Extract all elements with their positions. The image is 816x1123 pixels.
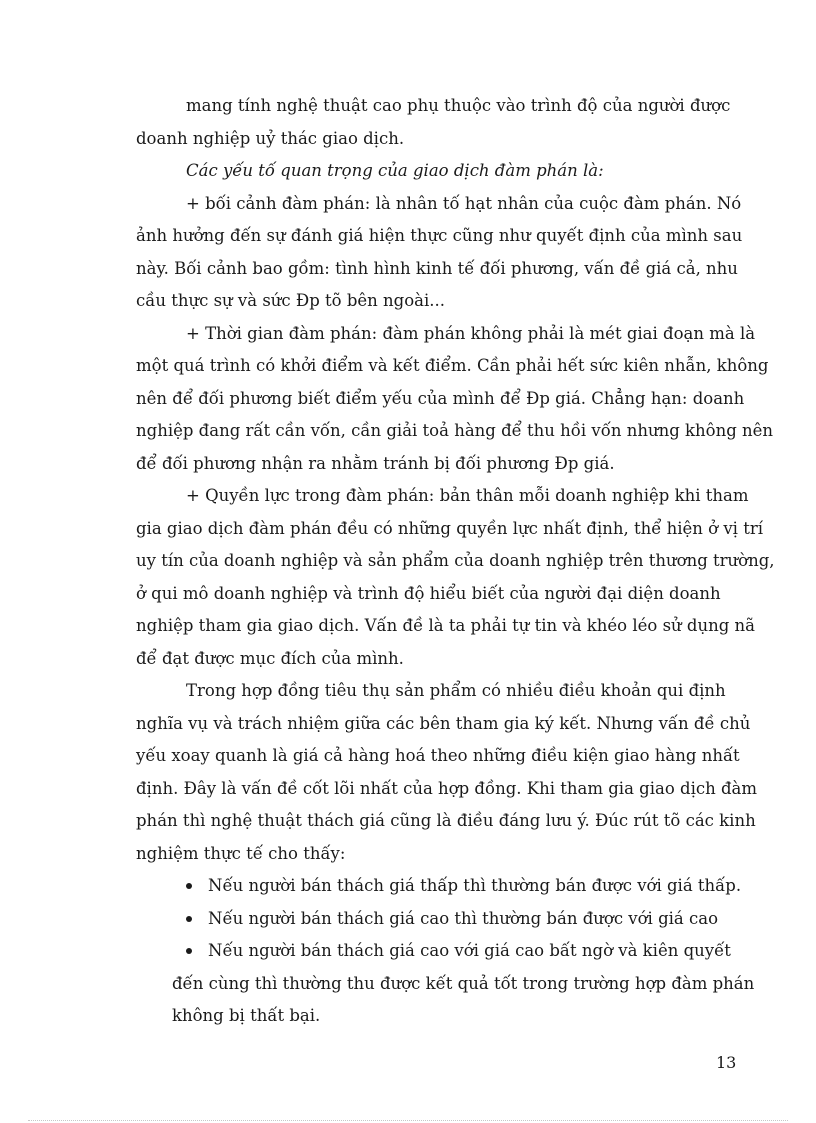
bullet-continuation: không bị thất bại. [172,1006,321,1025]
paragraph-line: uy tín của doanh nghiệp và sản phẩm của doanh nghiệp trên thương trường, [136,551,775,570]
bullet-item [136,870,742,903]
paragraph-line: một quá trình có khởi điểm và kết điểm. Cần phải hết sức kiên nhẫn, không [136,356,769,375]
bullet-continuation: đến cùng thì thường thu được kết quả tốt trong trường hợp đàm phán [172,973,755,993]
page-number: 13 [716,1053,737,1072]
paragraph-line: cầu thực sự và sức Đp tõ bên ngoài... [136,291,446,310]
bullet-icon [186,948,192,954]
paragraph-line: để đạt được mục đích của mình. [136,648,404,668]
paragraph-line: để đối phương nhận ra nhằm tránh bị đối phương Đp giá. [136,453,615,473]
paragraph-line: + bối cảnh đàm phán: là nhân tố hạt nhân của cuộc đàm phán. Nó [186,193,742,213]
paragraph-line: gia giao dịch đàm phán đều có những quyền lực nhất định, thể hiện ở vị trí [136,518,763,538]
paragraph-line: doanh nghiệp uỷ thác giao dịch. [136,128,405,148]
paragraph-line: này. Bối cảnh bao gồm: tình hình kinh tế đối phương, vấn đề giá cả, nhu [136,258,738,278]
bullet-item [136,935,731,968]
bullet-item [136,903,718,936]
bullet-text: Nếu người bán thách giá cao với giá cao bất ngờ và kiên quyết [208,941,731,960]
paragraph-line: nghiệp đang rất cần vốn, cần giải toả hàng để thu hồi vốn nhưng không nên [136,421,774,440]
paragraph-line: định. Đây là vấn đề cốt lõi nhất của hợp đồng. Khi tham gia giao dịch đàm [136,778,757,798]
paragraph-line: Trong hợp đồng tiêu thụ sản phẩm có nhiều điều khoản qui định [186,681,726,700]
paragraph-line: yếu xoay quanh là giá cả hàng hoá theo những điều kiện giao hàng nhất [136,746,740,765]
bullet-icon [186,883,192,889]
paragraph-line: nghĩa vụ và trách nhiệm giữa các bên tham gia ký kết. Nhưng vấn đề chủ [136,713,751,733]
paragraph-line: phán thì nghệ thuật thách giá cũng là điều đáng lưu ý. Đúc rút tõ các kinh [136,811,756,830]
bullet-text: Nếu người bán thách giá cao thì thường bán được với giá cao [208,908,719,928]
document-body [136,90,775,1033]
paragraph-line: mang tính nghệ thuật cao phụ thuộc vào trình độ của người được [186,96,731,115]
bullet-icon [186,916,192,922]
paragraph-line: nên để đối phương biết điểm yếu của mình để Đp giá. Chẳng hạn: doanh [136,388,745,408]
paragraph-line: ảnh hưởng đến sự đánh giá hiện thực cũng như quyết định của mình sau [136,226,743,245]
paragraph-line: nghiệm thực tế cho thấy: [136,843,346,863]
bullet-text: Nếu người bán thách giá thấp thì thường bán được với giá thấp. [208,876,742,895]
paragraph-line: ở qui mô doanh nghiệp và trình độ hiểu biết của người đại diện doanh [136,583,721,603]
section-intro-line: Các yếu tố quan trọng của giao dịch đàm phán là: [186,161,604,180]
paragraph-line: + Thời gian đàm phán: đàm phán không phải là mét giai đoạn mà là [186,323,756,343]
footer-divider [28,1120,788,1121]
paragraph-line: + Quyền lực trong đàm phán: bản thân mỗi doanh nghiệp khi tham [186,486,749,505]
paragraph-line: nghiệp tham gia giao dịch. Vấn đề là ta phải tự tin và khéo léo sử dụng nã [136,616,755,635]
